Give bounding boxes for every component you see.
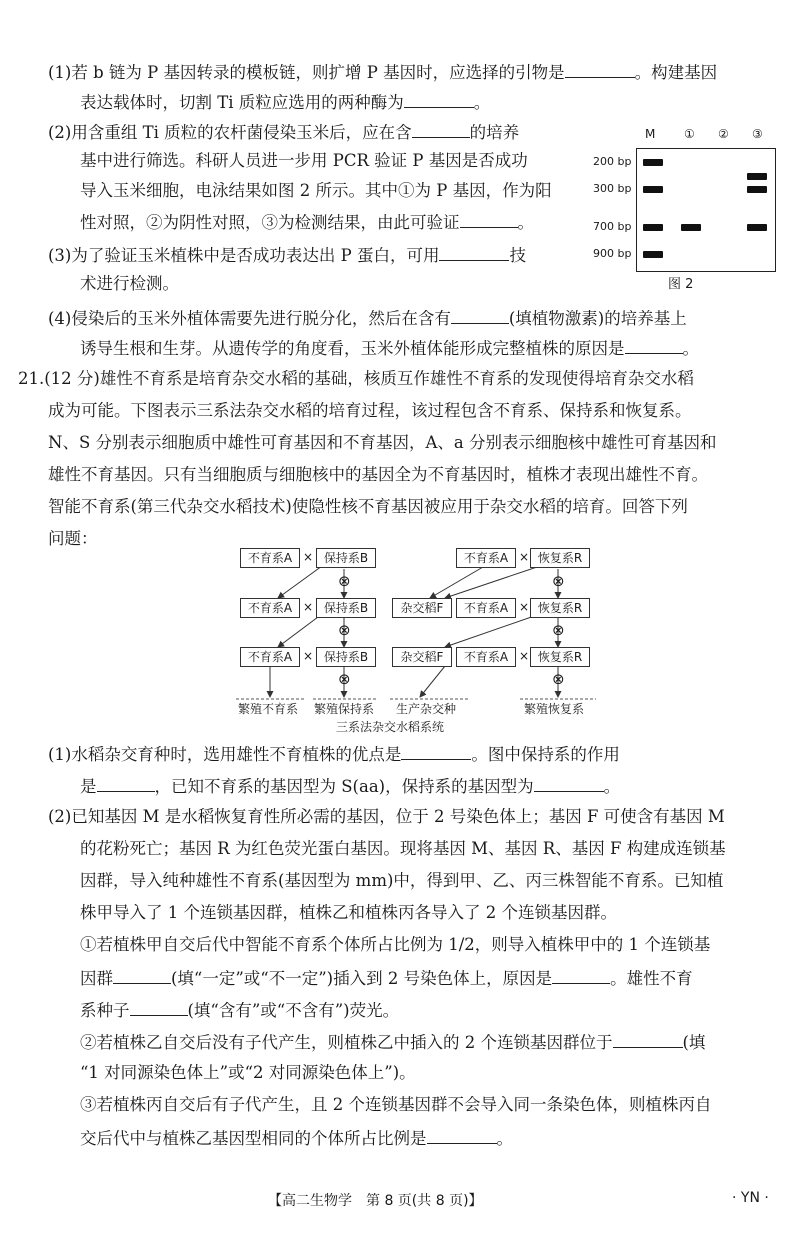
gel-col-3: ③: [752, 127, 763, 141]
self-symbol: ⊗: [338, 670, 351, 688]
q21-p1-line1: (1)水稻杂交育种时，选用雄性不育植株的优点是 。图中保持系的作用: [48, 742, 620, 766]
q21-intro-line6: 问题：: [48, 529, 98, 548]
box-sterile-a: 不育系A: [456, 647, 516, 667]
box-maintainer-b: 保持系B: [316, 548, 376, 568]
box-hybrid-f: 杂交稻F: [392, 598, 452, 618]
q21-s1-line3: 系种子 (填“含有”或“不含有”)荧光。: [80, 998, 399, 1022]
diagram-caption: 三系法杂交水稻系统: [336, 720, 445, 734]
self-symbol: ⊗: [338, 572, 351, 590]
marker-900: 900 bp: [593, 247, 632, 260]
q20-p2-line4: 性对照，②为阴性对照，③为检测结果，由此可验证 。: [80, 210, 534, 234]
band-m-700: [643, 224, 663, 231]
box-sterile-a: 不育系A: [240, 598, 300, 618]
band-3-300: [747, 186, 767, 193]
q20-p2-line1: (2)用含重组 Ti 质粒的农杆菌侵染玉米后，应在含 的培养: [48, 120, 519, 144]
band-m-300: [643, 186, 663, 193]
q21-s3-line2: 交后代中与植株乙基因型相同的个体所占比例是 。: [80, 1126, 513, 1150]
band-3-upper: [747, 173, 767, 180]
q21-intro-line1: 21.(12 分)雄性不育系是培育杂交水稻的基础，核质互作雄性不育系的发现使得培育杂交水稻: [18, 369, 694, 388]
box-restorer-r: 恢复系R: [530, 548, 590, 568]
q21-s3-line1: ③若植株丙自交后有子代产生，且 2 个连锁基因群不会导入同一条染色体，则植株丙自: [80, 1095, 712, 1114]
q21-p2-line2: 的花粉死亡；基因 R 为红色荧光蛋白基因。现将基因 M、基因 R、基因 F 构建成连锁基: [80, 839, 726, 858]
self-symbol: ⊗: [552, 621, 565, 639]
q21-p2-line3: 因群，导入纯种雄性不育系(基因型为 mm)中，得到甲、乙、丙三株智能不育系。已知植: [80, 871, 724, 890]
self-symbol: ⊗: [338, 621, 351, 639]
cross-symbol: ×: [519, 550, 530, 564]
q21-s1-line1: ①若植株甲自交后代中智能不育系个体所占比例为 1/2，则导入植株甲中的 1 个连锁基: [80, 935, 711, 954]
box-restorer-r: 恢复系R: [530, 647, 590, 667]
gel-col-2: ②: [718, 127, 729, 141]
label-breed-restorer: 繁殖恢复系: [524, 702, 585, 716]
q21-s2-line1: ②若植株乙自交后没有子代产生，则植株乙中插入的 2 个连锁基因群位于 (填: [80, 1030, 705, 1054]
q20-p2-line3: 导入玉米细胞，电泳结果如图 2 所示。其中①为 P 基因，作为阳: [80, 181, 552, 200]
page-footer: 【高二生物学 第 8 页(共 8 页)】: [268, 1193, 483, 1209]
gel-col-m: M: [645, 127, 656, 141]
q20-p4-line2: 诱导生根和生芽。从遗传学的角度看，玉米外植体能形成完整植株的原因是 。: [80, 336, 699, 360]
cross-symbol: ×: [303, 649, 314, 663]
q20-p1-line1: (1)若 b 链为 P 基因转录的模板链，则扩增 P 基因时，应选择的引物是 。构建基因: [48, 60, 717, 84]
marker-200: 200 bp: [593, 155, 632, 168]
label-breed-sterile: 繁殖不育系: [238, 702, 299, 716]
q21-intro-line3: N、S 分别表示细胞质中雄性可育基因和不育基因，A、a 分别表示细胞核中雄性可育基因和: [48, 433, 717, 452]
cross-symbol: ×: [519, 600, 530, 614]
footer-code: · YN ·: [732, 1190, 769, 1206]
q21-s1-line2: 因群 (填“一定”或“不一定”)插入到 2 号染色体上，原因是 。雄性不育: [80, 966, 693, 990]
box-sterile-a: 不育系A: [240, 548, 300, 568]
q20-p4-line1: (4)侵染后的玉米外植体需要先进行脱分化，然后在含有 (填植物激素)的培养基上: [48, 306, 687, 330]
q21-p2-line1: (2)已知基因 M 是水稻恢复育性所必需的基因，位于 2 号染色体上；基因 F 可使含有基因 M: [48, 807, 725, 826]
band-3-700: [747, 224, 767, 231]
box-sterile-a: 不育系A: [456, 548, 516, 568]
q21-intro-line4: 雄性不育基因。只有当细胞质与细胞核中的基因全为不育基因时，植株才表现出雄性不育。: [48, 465, 708, 484]
q20-p3-line1: (3)为了验证玉米植株中是否成功表达出 P 蛋白，可用 技: [48, 243, 526, 267]
box-maintainer-b: 保持系B: [316, 647, 376, 667]
cross-symbol: ×: [303, 600, 314, 614]
q21-s2-line2: “1 对同源染色体上”或“2 对同源染色体上”)。: [80, 1063, 416, 1082]
band-1-700: [681, 224, 701, 231]
label-breed-maintainer: 繁殖保持系: [314, 702, 375, 716]
q20-p2-line2: 基中进行筛选。科研人员进一步用 PCR 验证 P 基因是否成功: [80, 151, 528, 170]
self-symbol: ⊗: [552, 572, 565, 590]
marker-700: 700 bp: [593, 220, 632, 233]
cross-symbol: ×: [519, 649, 530, 663]
q20-p1-line2: 表达载体时，切割 Ti 质粒应选用的两种酶为 。: [80, 90, 490, 114]
figure-caption: 图 2: [668, 277, 694, 292]
label-produce-hybrid: 生产杂交种: [396, 702, 457, 716]
box-sterile-a: 不育系A: [240, 647, 300, 667]
self-symbol: ⊗: [552, 670, 565, 688]
box-sterile-a: 不育系A: [456, 598, 516, 618]
q21-intro-line2: 成为可能。下图表示三系法杂交水稻的培育过程，该过程包含不育系、保持系和恢复系。: [48, 401, 692, 420]
q21-p2-line4: 株甲导入了 1 个连锁基因群，植株乙和植株丙各导入了 2 个连锁基因群。: [80, 903, 617, 922]
q21-p1-line2: 是 ，已知不育系的基因型为 S(aa)，保持系的基因型为 。: [80, 774, 620, 798]
q21-intro-line5: 智能不育系(第三代杂交水稻技术)使隐性核不育基因被应用于杂交水稻的培育。回答下列: [48, 497, 688, 516]
gel-col-1: ①: [684, 127, 695, 141]
box-hybrid-f: 杂交稻F: [392, 647, 452, 667]
gel-image: [636, 148, 776, 272]
box-maintainer-b: 保持系B: [316, 598, 376, 618]
box-restorer-r: 恢复系R: [530, 598, 590, 618]
band-m-900: [643, 251, 663, 258]
cross-symbol: ×: [303, 550, 314, 564]
band-m-200: [643, 159, 663, 166]
marker-300: 300 bp: [593, 182, 632, 195]
q20-p3-line2: 术进行检测。: [80, 274, 179, 293]
